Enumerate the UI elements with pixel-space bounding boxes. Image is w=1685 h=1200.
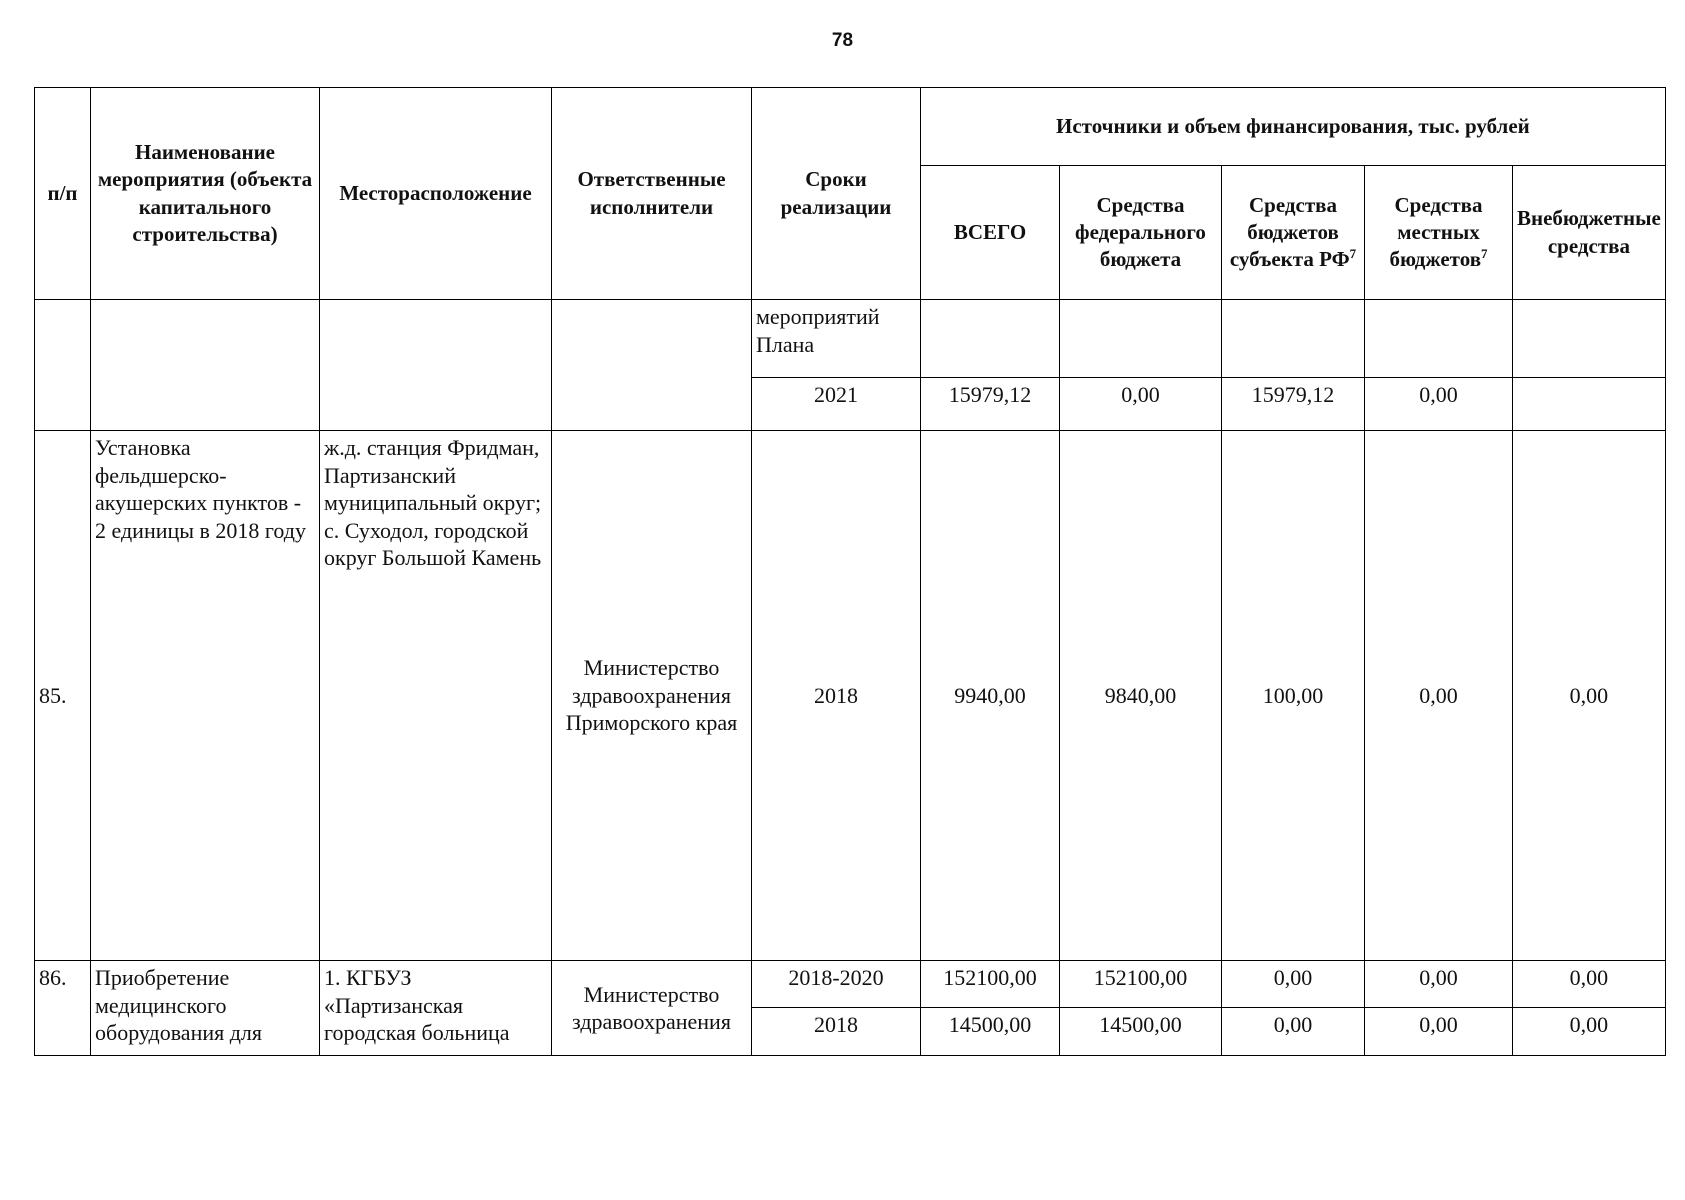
- row85-regional: 100,00: [1222, 431, 1365, 961]
- header-federal: Средства федерального бюджета: [1060, 166, 1222, 300]
- financing-table: [34, 87, 1666, 1056]
- row86b-total: 14500,00: [921, 1008, 1060, 1056]
- page-number: 78: [831, 30, 854, 51]
- row86-name: Приобретение медицинского оборудования для: [91, 961, 320, 1056]
- cont-text: мероприятий Плана: [752, 300, 921, 378]
- row85-federal: 9840,00: [1060, 431, 1222, 961]
- row86a-total: 152100,00: [921, 961, 1060, 1008]
- header-responsible: Ответственные исполнители: [552, 88, 752, 300]
- row86a-federal: 152100,00: [1060, 961, 1222, 1008]
- row85-year: 2018: [752, 431, 921, 961]
- row85-num: 85.: [35, 431, 91, 961]
- header-num: п/п: [35, 88, 91, 300]
- row86-location: 1. КГБУЗ «Партизанская городская больница: [320, 961, 552, 1056]
- cont-total-empty: [921, 300, 1060, 378]
- cont-total: 15979,12: [921, 378, 1060, 431]
- header-total: ВСЕГО: [921, 166, 1060, 300]
- row86-responsible: Министерство здравоохранения: [552, 961, 752, 1056]
- row85-responsible: Министерство здравоохранения Приморского края: [552, 431, 752, 961]
- row86a-local: 0,00: [1365, 961, 1513, 1008]
- cont-federal: 0,00: [1060, 378, 1222, 431]
- row85-location: ж.д. станция Фридман, Партизанский муниципальный округ; с. Суходол, городской округ Большой Камень: [320, 431, 552, 961]
- row85-extra: 0,00: [1513, 431, 1666, 961]
- row86a-year: 2018-2020: [752, 961, 921, 1008]
- row86b-local: 0,00: [1365, 1008, 1513, 1056]
- header-regional: Средства бюджетов субъекта $РФ^7$: [1222, 166, 1365, 300]
- header-extra: Внебюджетные средства: [1513, 166, 1666, 300]
- cont-name-cell: [91, 300, 320, 431]
- row86b-federal: 14500,00: [1060, 1008, 1222, 1056]
- row86b-regional: 0,00: [1222, 1008, 1365, 1056]
- row85-total: 9940,00: [921, 431, 1060, 961]
- cont-extra-empty-2: [1513, 378, 1666, 431]
- header-location: Месторасположение: [320, 88, 552, 300]
- cont-year: 2021: [752, 378, 921, 431]
- row86b-extra: 0,00: [1513, 1008, 1666, 1056]
- cont-extra-empty: [1513, 300, 1666, 378]
- row86b-year: 2018: [752, 1008, 921, 1056]
- row86a-regional: 0,00: [1222, 961, 1365, 1008]
- cont-num-cell: [35, 300, 91, 431]
- cont-local: 0,00: [1365, 378, 1513, 431]
- cont-federal-empty: [1060, 300, 1222, 378]
- cont-location-cell: [320, 300, 552, 431]
- header-funding-group: Источники и объем финансирования, тыс. рублей: [921, 88, 1666, 166]
- row85-local: 0,00: [1365, 431, 1513, 961]
- cont-local-empty: [1365, 300, 1513, 378]
- cont-regional-empty: [1222, 300, 1365, 378]
- cont-regional: 15979,12: [1222, 378, 1365, 431]
- header-name: Наименование мероприятия (объекта капитального строительства): [91, 88, 320, 300]
- header-period: Сроки реализации: [752, 88, 921, 300]
- cont-responsible-cell: [552, 300, 752, 431]
- row86a-extra: 0,00: [1513, 961, 1666, 1008]
- row86-num: 86.: [35, 961, 91, 1056]
- row85-name: Установка фельдшерско-акушерских пунктов - 2 единицы в 2018 году: [91, 431, 320, 961]
- header-local: Средства местных бюджетов$^7$: [1365, 166, 1513, 300]
